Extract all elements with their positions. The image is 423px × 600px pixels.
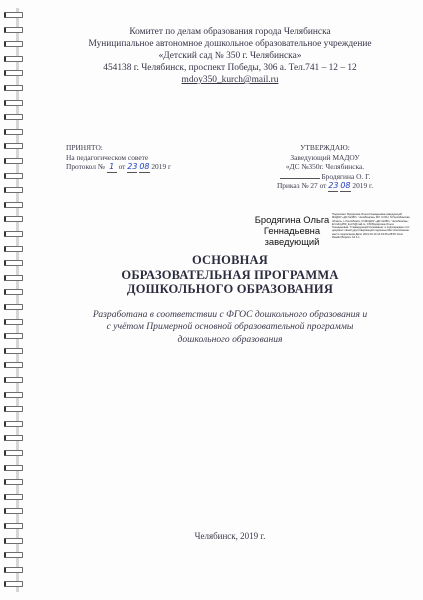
- binding-ring: [4, 508, 23, 514]
- header-address: 454138 г. Челябинск, проспект Победы, 306 а. Тел.741 – 12 – 12: [103, 63, 357, 73]
- binding-ring: [4, 173, 23, 179]
- header-email: mdoy350_kurch@mail.ru: [181, 75, 279, 85]
- binding-ring: [4, 392, 23, 398]
- binding-ring: [4, 333, 23, 339]
- binding-ring: [4, 114, 23, 120]
- order-year: 2019 г.: [352, 181, 374, 190]
- binding-ring: [4, 581, 23, 587]
- binding-ring: [4, 523, 23, 529]
- order-month: 08: [340, 181, 351, 190]
- binding-ring: [4, 85, 23, 91]
- approved-org: «ДС №350г. Челябинска.: [285, 162, 365, 171]
- binding-ring: [4, 246, 23, 252]
- protocol-number: 1: [107, 162, 117, 173]
- protocol-from: от: [118, 162, 126, 171]
- approved-order: [250, 181, 400, 192]
- binding-ring: [4, 158, 23, 164]
- document-subtitle: [60, 309, 400, 346]
- document-title: [60, 253, 400, 297]
- signature-line: [280, 178, 320, 179]
- binding-ring: [4, 406, 23, 412]
- esign-name-line2: Геннадьевна: [263, 225, 321, 236]
- binding-ring: [4, 27, 23, 33]
- header-institution: Муниципальное автономное дошкольное образовательное учреждение: [88, 39, 372, 49]
- binding-ring: [4, 304, 23, 310]
- binding-ring: [4, 348, 23, 354]
- binding-ring: [4, 465, 23, 471]
- binding-ring: [4, 41, 23, 47]
- title-line3: ДОШКОЛЬНОГО ОБРАЗОВАНИЯ: [126, 282, 334, 296]
- approved-block: [250, 143, 400, 192]
- header-kindergarten: «Детский сад № 350 г. Челябинска»: [158, 51, 302, 61]
- binding-ring: [4, 319, 23, 325]
- binding-ring: [4, 187, 23, 193]
- title-line2: ОБРАЗОВАТЕЛЬНАЯ ПРОГРАММА: [121, 267, 339, 282]
- esign-name-line1: Бродягина Ольга: [254, 214, 330, 225]
- subtitle-line2: с учётом Примерной основной образовательной программы: [106, 321, 354, 333]
- accepted-protocol: [66, 162, 206, 173]
- esign-position: заведующий: [264, 236, 320, 247]
- approved-heading: УТВЕРЖДАЮ:: [300, 143, 350, 152]
- esign-details: Подписано: Бродягина Ольга Геннадьевна заведующий МАДОУ «ДС №350 г. Челябинска» DN: C=RU, S=Челябинская область, L=Челябинск, O=МАДОУ «ДС №350 г. Челябинска», E=mdoy350_kurch@mail.ru, CN=Бродягина Ольга Геннадьевна, T=заведующий Основание: я подтверждаю этот документ своей удостоверяющей подписью Местоположение: место подписания Дата: 2021.03.10 14:19:25+05'00' Foxit Reader Версия: 10.1.1: [332, 213, 410, 240]
- binding-ring: [4, 435, 23, 441]
- accepted-council: На педагогическом совете: [66, 152, 149, 162]
- binding-ring: [4, 231, 23, 237]
- protocol-prefix: Протокол №: [66, 162, 105, 171]
- binding-ring: [4, 494, 23, 500]
- footer-place-year: Челябинск, 2019 г.: [194, 531, 266, 541]
- subtitle-line1: Разработана в соответствии с ФГОС дошкольного образования и: [92, 309, 368, 320]
- esign-name-block: [253, 214, 331, 247]
- binding-ring: [4, 450, 23, 456]
- binding-ring: [4, 12, 23, 18]
- binding-ring: [4, 260, 23, 266]
- binding-ring: [4, 538, 23, 544]
- org-header: [60, 26, 400, 86]
- binding-ring: [4, 479, 23, 485]
- binding-ring: [4, 421, 23, 427]
- header-committee: Комитет по делам образования города Челябинска: [129, 27, 331, 37]
- binding-ring: [4, 70, 23, 76]
- binding-spine: [16, 8, 19, 592]
- binding-ring: [4, 129, 23, 135]
- binding-ring: [4, 56, 23, 62]
- accepted-block: [66, 143, 206, 173]
- title-line1: ОСНОВНАЯ: [191, 253, 269, 267]
- subtitle-line3: дошкольного образования: [177, 333, 283, 345]
- binding-ring: [4, 216, 23, 222]
- approved-signatory: Бродягина О. Г.: [321, 171, 371, 181]
- order-day: 23: [328, 181, 339, 190]
- order-prefix: Приказ № 27 от: [276, 181, 327, 190]
- binding-ring: [4, 362, 23, 368]
- binding-ring: [4, 275, 23, 281]
- accepted-heading: ПРИНЯТО:: [66, 143, 103, 152]
- approved-signatory-line: [250, 172, 400, 182]
- protocol-month: 08: [139, 162, 150, 171]
- binding-ring: [4, 289, 23, 295]
- binding-ring: [4, 552, 23, 558]
- spiral-binding: [4, 8, 22, 592]
- binding-ring: [4, 567, 23, 573]
- protocol-year: 2019 г: [151, 162, 172, 171]
- binding-ring: [4, 143, 23, 149]
- protocol-day: 23: [127, 162, 138, 171]
- binding-ring: [4, 377, 23, 383]
- binding-ring: [4, 202, 23, 208]
- approved-position: Заведующий МАДОУ: [290, 152, 360, 162]
- binding-ring: [4, 100, 23, 106]
